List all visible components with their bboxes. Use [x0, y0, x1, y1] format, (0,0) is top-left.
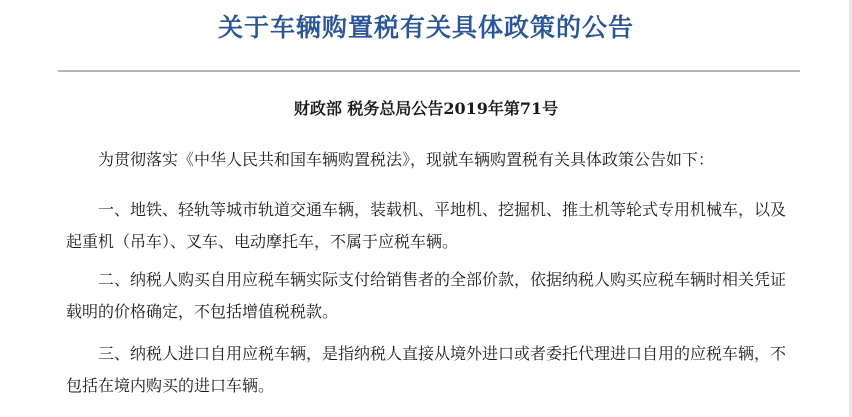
announcement-number: 财政部 税务总局公告2019年第71号 — [293, 99, 559, 118]
title-divider — [58, 70, 800, 72]
paragraph-item-3 — [66, 338, 786, 402]
paragraph-text: 二、纳税人购买自用应税车辆实际支付给销售者的全部价款，依据纳税人购买应税车辆时相关凭证载明的价格确定，不包括增值税税款。 — [66, 270, 787, 321]
paragraph-text: 为贯彻落实《中华人民共和国车辆购置税法》，现就车辆购置税有关具体政策公告如下： — [98, 150, 715, 169]
paragraph-intro — [66, 144, 786, 176]
paragraph-text: 一、地铁、轻轨等城市轨道交通车辆，装载机、平地机、挖掘机、推土机等轮式专用机械车，以及起重机（吊车）、叉车、电动摩托车，不属于应税车辆。 — [66, 200, 787, 251]
paragraph-text: 三、纳税人进口自用应税车辆，是指纳税人直接从境外进口或者委托代理进口自用的应税车辆，不包括在境内购买的进口车辆。 — [66, 344, 787, 395]
paragraph-item-2 — [66, 264, 786, 328]
paragraph-item-1 — [66, 194, 786, 258]
page-title: 关于车辆购置税有关具体政策的公告 — [217, 13, 634, 42]
